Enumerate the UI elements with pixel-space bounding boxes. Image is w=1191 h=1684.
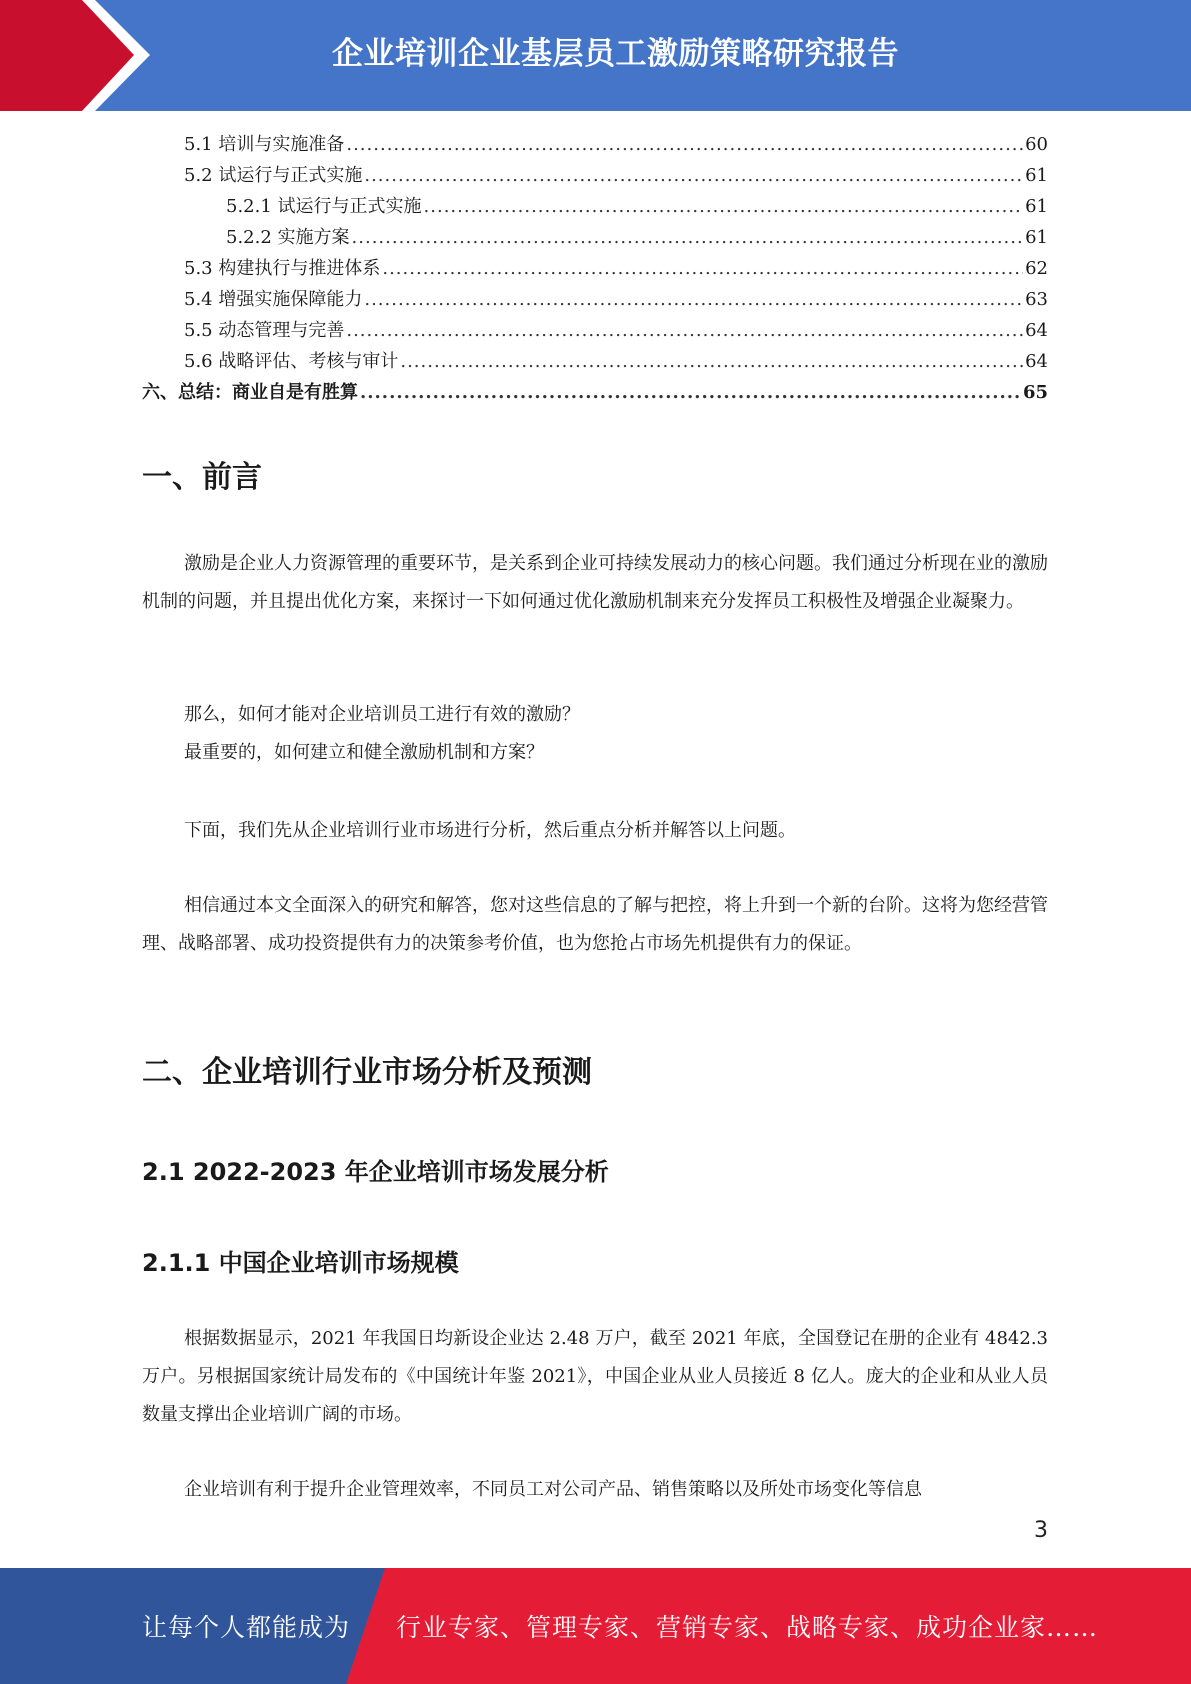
paragraph: 企业培训有利于提升企业管理效率，不同员工对公司产品、销售策略以及所处市场变化等信息 — [184, 1479, 922, 1500]
paragraph: 相信通过本文全面深入的研究和解答，您对这些信息的了解与把控，将上升到一个新的台阶。这将为您经营管理、战略部署、成功投资提供有力的决策参考价值，也为您抢占市场先机提供有力的保证。 — [142, 895, 1048, 954]
toc-entry[interactable] — [142, 378, 1048, 409]
toc-entry[interactable] — [142, 130, 1048, 161]
toc-label: 5.2.1 试运行与正式实施 — [226, 196, 422, 217]
toc-entry[interactable] — [142, 316, 1048, 347]
question-line: 最重要的，如何建立和健全激励机制和方案？ — [184, 742, 544, 763]
question-line: 那么，如何才能对企业培训员工进行有效的激励？ — [184, 704, 580, 725]
toc-label: 5.2.2 实施方案 — [226, 227, 350, 248]
header-banner — [0, 0, 1191, 111]
toc-page: 61 — [1025, 196, 1048, 217]
toc-entry[interactable] — [142, 254, 1048, 285]
toc-leader — [360, 382, 1021, 403]
toc-page: 61 — [1025, 165, 1048, 186]
paragraph: 根据数据显示，2021 年我国日均新设企业达 2.48 万户，截至 2021 年底，全国登记在册的企业有 4842.3 万户。另根据国家统计局发布的《中国统计年鉴 2021》，中国企业从业人员接近 8 亿人。庞大的企业和从业人员数量支撑出企业培训广阔的市场。 — [142, 1328, 1048, 1425]
toc-label: 5.4 增强实施保障能力 — [184, 289, 363, 310]
toc-page: 65 — [1022, 382, 1048, 403]
footer-slogan-right: 行业专家、管理专家、营销专家、战略专家、成功企业家…… — [396, 1613, 1099, 1642]
paragraph: 下面，我们先从企业培训行业市场进行分析，然后重点分析并解答以上问题。 — [184, 820, 796, 841]
toc-label: 5.1 培训与实施准备 — [184, 134, 345, 155]
toc-label: 六、总结：商业自是有胜算 — [142, 382, 358, 403]
toc-leader — [424, 196, 1024, 217]
toc-leader — [352, 227, 1024, 248]
page-number: 3 — [1034, 1518, 1048, 1543]
toc-leader — [400, 351, 1023, 372]
toc-page: 64 — [1025, 351, 1048, 372]
footer-banner — [0, 1568, 1191, 1684]
toc-entry[interactable] — [142, 161, 1048, 192]
section-heading: 一、前言 — [142, 460, 262, 495]
report-title: 企业培训企业基层员工激励策略研究报告 — [332, 35, 899, 72]
toc-leader — [382, 258, 1023, 279]
section-heading: 二、企业培训行业市场分析及预测 — [142, 1055, 592, 1090]
toc-page: 63 — [1025, 289, 1048, 310]
toc-page: 61 — [1025, 227, 1048, 248]
toc-label: 5.2 试运行与正式实施 — [184, 165, 363, 186]
toc-page: 60 — [1025, 134, 1048, 155]
paragraph: 激励是企业人力资源管理的重要环节，是关系到企业可持续发展动力的核心问题。我们通过分析现在业的激励机制的问题，并且提出优化方案，来探讨一下如何通过优化激励机制来充分发挥员工积极性及增强企业凝聚力。 — [142, 553, 1048, 612]
footer-slogan-left: 让每个人都能成为 — [142, 1613, 351, 1642]
toc-label: 5.3 构建执行与推进体系 — [184, 258, 381, 279]
toc-entry[interactable] — [142, 223, 1048, 254]
toc-leader — [346, 320, 1023, 341]
toc-entry[interactable] — [142, 285, 1048, 316]
table-of-contents — [142, 130, 1048, 409]
subsection-heading: 2.1.1 中国企业培训市场规模 — [142, 1249, 459, 1277]
red-chevron-decoration — [0, 0, 150, 111]
toc-leader — [346, 134, 1023, 155]
toc-leader — [364, 165, 1023, 186]
subsection-heading: 2.1 2022-2023 年企业培训市场发展分析 — [142, 1158, 609, 1186]
toc-page: 64 — [1025, 320, 1048, 341]
toc-entry[interactable] — [142, 192, 1048, 223]
toc-entry[interactable] — [142, 347, 1048, 378]
toc-label: 5.6 战略评估、考核与审计 — [184, 351, 399, 372]
toc-leader — [364, 289, 1023, 310]
toc-page: 62 — [1025, 258, 1048, 279]
toc-label: 5.5 动态管理与完善 — [184, 320, 345, 341]
